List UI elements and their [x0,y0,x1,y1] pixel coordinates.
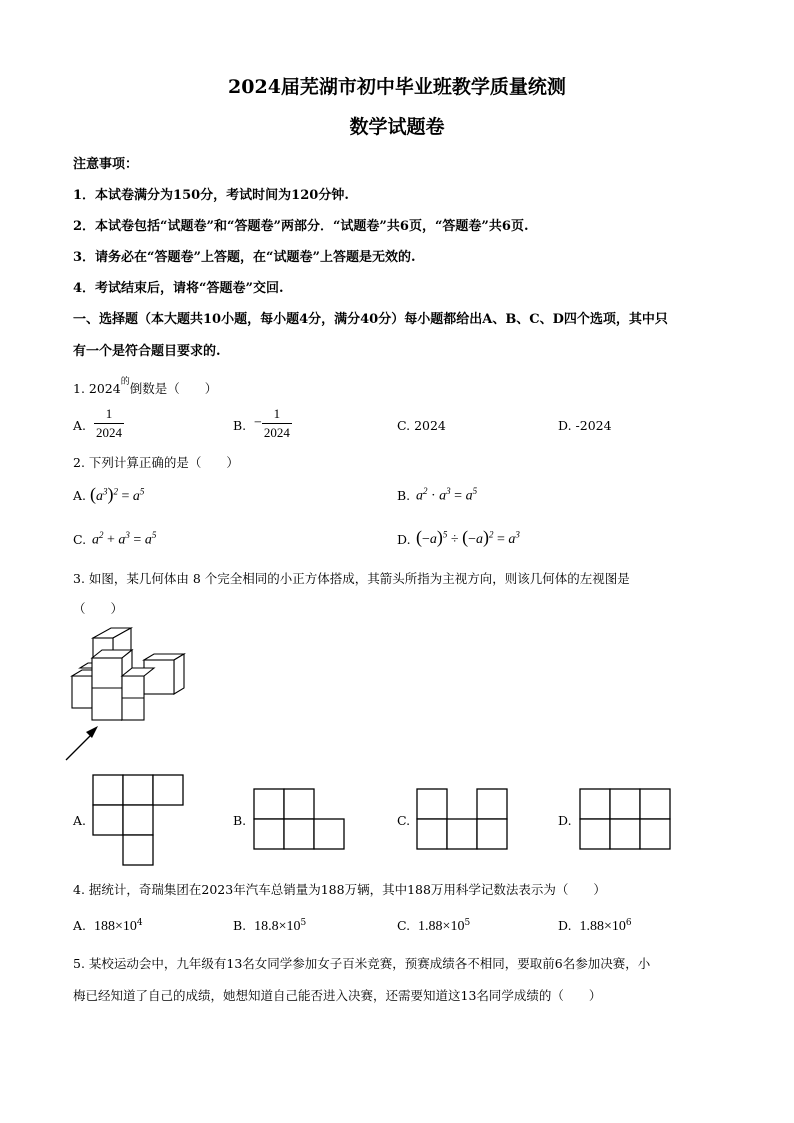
q1-option-c: C. 2024 [397,418,446,433]
question-5-stem-line2: 梅已经知道了自己的成绩，她想知道自己能否进入决赛，还需要知道这13名同学成绩的（ ） [73,988,602,1003]
q2-option-d-label: D. [397,532,411,547]
question-2-stem: 2. 下列计算正确的是（ ） [73,455,239,470]
q2-option-b-expr: $a^2 \cdot a^3 = a^5$ [416,486,478,504]
q2-option-b-label: B. [397,488,411,503]
section-heading-line1: 一、选择题（本大题共10小题，每小题4分，满分40分）每小题都给出A、B、C、D四个选项，其中只 [73,312,668,327]
q3-option-d-label: D. [558,813,572,828]
q2-option-d-expr: $(-a)^5 \div (-a)^2 = a^3$ [416,527,520,547]
q4-option-a: A. $188\times 10^4$ [73,918,143,935]
q2-option-a-label: A. [73,488,87,503]
q2-option-a-expr: $(a^3)^2 = a^5$ [90,484,145,504]
exam-subtitle: 数学试题卷 [349,116,445,138]
q3-option-b-grid [253,788,347,852]
q1-option-b-fraction: − $\frac{1}{2024}$ [254,406,290,440]
notice-item: 1．本试卷满分为150分，考试时间为120分钟. [73,188,349,203]
q2-option-c-label: C. [73,532,87,547]
q3-option-c-grid [416,788,510,852]
q1-option-d: D. -2024 [558,418,612,433]
q3-option-c-label: C. [397,813,411,828]
q3-option-b-label: B. [233,813,247,828]
q4-option-b: B. $18.8\times 10^5$ [233,918,307,935]
q3-option-d-grid [579,788,673,852]
q3-cube-solid-figure [60,620,200,770]
q3-option-a-label: A. [73,813,87,828]
exam-title: 2024届芜湖市初中毕业班教学质量统测 [228,76,566,98]
q1-option-a-fraction: $\frac{1}{2024}$ [96,406,122,440]
notice-item: 4．考试结束后，请将“答题卷”交回. [73,281,284,296]
question-5-stem-line1: 5. 某校运动会中，九年级有13名女同学参加女子百米竞赛，预赛成绩各不相同，要取前6名参加决赛，小 [73,956,651,971]
question-1-stem: 1. $2024^的$倒数是（ ） [73,377,218,397]
q3-option-a-grid [92,774,186,868]
question-3-stem-line2: （ ） [73,601,124,616]
q4-option-c: C. $1.88\times 10^5$ [397,918,471,935]
notice-item: 2．本试卷包括“试题卷”和“答题卷”两部分．“试题卷”共6页，“答题卷”共6页. [73,219,529,234]
q2-option-c-expr: $a^2 + a^3 = a^5$ [92,530,157,548]
notice-heading: 注意事项： [73,157,139,172]
question-4-stem: 4. 据统计，奇瑞集团在2023年汽车总销量为188万辆，其中188万用科学记数法表示为（ ） [73,882,606,897]
section-heading-line2: 有一个是符合题目要求的. [73,344,221,359]
question-3-stem-line1: 3. 如图，某几何体由 8 个完全相同的小正方体搭成，其箭头所指为主视方向，则该几何体的左视图是 [73,571,630,586]
q4-option-d: D. $1.88\times 10^6$ [558,918,632,935]
q1-option-b-label: B. [233,418,247,433]
notice-item: 3．请务必在“答题卷”上答题，在“试题卷”上答题是无效的. [73,250,416,265]
q1-option-a-label: A. [73,418,87,433]
